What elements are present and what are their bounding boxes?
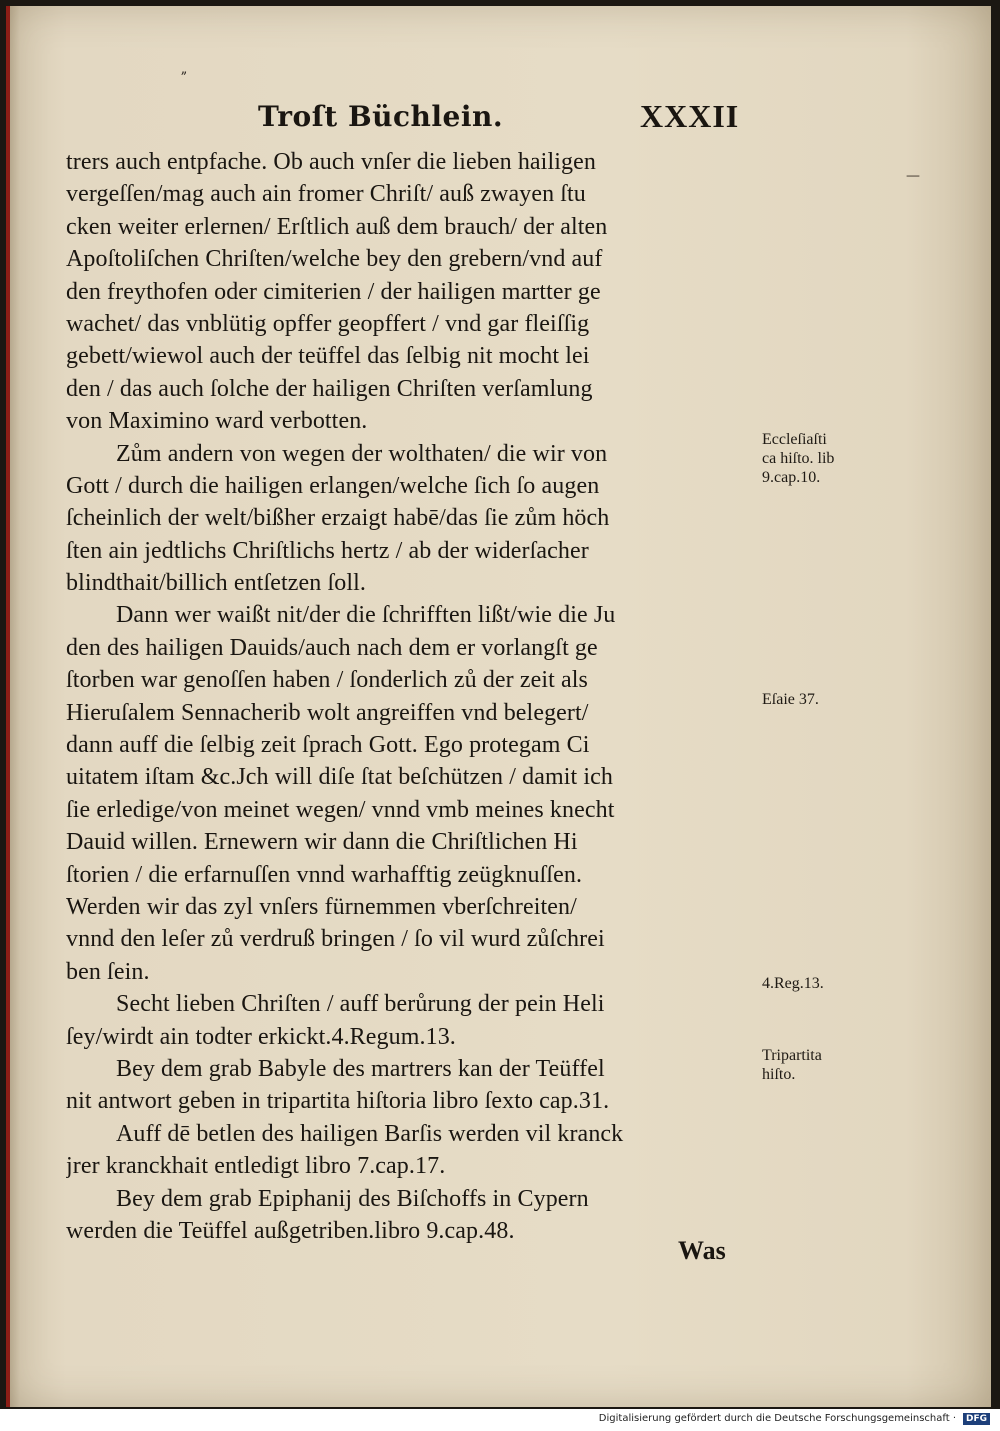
folio-number: XXXII (640, 98, 740, 134)
text-line: Zům andern von wegen der wolthaten/ die wir von (116, 440, 608, 467)
text-line: Bey dem grab Epiphanij des Biſchoffs in Cypern (116, 1185, 589, 1212)
page-edge (6, 6, 10, 1407)
text-line: den freythofen oder cimiterien / der hailigen martter ge (66, 278, 601, 305)
text-line: vnnd den leſer zů verdruß bringen / ſo vil wurd zůſchrei (66, 926, 605, 953)
dfg-logo: DFG (963, 1413, 990, 1425)
text-line: ſtorben war genoſſen haben / ſonderlich zů der zeit als (66, 667, 588, 694)
margin-note-tripartita: Tripartita hiſto. (762, 1047, 822, 1083)
text-line: cken weiter erlernen/ Erſtlich auß dem brauch/ der alten (66, 213, 608, 240)
text-line: Apoſtoliſchen Chriſten/welche bey den grebern/vnd auf (66, 246, 603, 273)
text-line: Werden wir das zyl vnſers fürnemmen vberſchreiten/ (66, 893, 577, 920)
text-line: dann auff die ſelbig zeit ſprach Gott. Ego protegam Ci (66, 732, 590, 759)
footer-bar (0, 1409, 1000, 1431)
text-line: nit antwort geben in tripartita hiſtoria libro ſexto cap.31. (66, 1088, 610, 1115)
running-title: Troſt Büchlein. (258, 100, 504, 133)
text-line: Dauid willen. Ernewern wir dann die Chriſtlichen Hi (66, 829, 578, 856)
text-line: Dann wer waißt nit/der die ſchrifften lißt/wie die Ju (116, 602, 616, 629)
text-line: von Maximino ward verbotten. (66, 408, 368, 435)
funding-credit: Digitalisierung gefördert durch die Deutsche Forschungsgemeinschaft · (598, 1413, 956, 1424)
margin-note-regum: 4.Reg.13. (762, 975, 824, 992)
text-line: trers auch entpfache. Ob auch vnſer die lieben hailigen (66, 149, 596, 175)
text-line: jrer kranckhait entledigt libro 7.cap.17. (66, 1153, 446, 1180)
text-line: Auff dē betlen des hailigen Barſis werden vil kranck (116, 1120, 624, 1147)
body-text (66, 146, 756, 1247)
text-line: ſten ain jedtlichs Chriſtlichs hertz / ab der widerſacher (66, 537, 589, 564)
text-line: Hieruſalem Sennacherib wolt angreiffen vnd belegert/ (66, 699, 589, 726)
text-line: vergeſſen/mag auch ain fromer Chriſt/ auß zwayen ſtu (66, 181, 586, 208)
text-line: den / das auch ſolche der hailigen Chriſten verſamlung (66, 375, 593, 402)
margin-note-ecclesiastica: Eccleſiaſti ca hiſto. lib 9.cap.10. (762, 431, 835, 486)
margin-note-esaie: Eſaie 37. (762, 691, 819, 708)
text-line: ſie erledige/von meinet wegen/ vnnd vmb meines knecht (66, 796, 615, 823)
text-line: wachet/ das vnblütig opffer geopffert / vnd gar fleiſſig (66, 310, 590, 337)
text-line: ſey/wirdt ain todter erkickt.4.Regum.13. (66, 1023, 456, 1050)
text-line: Secht lieben Chriſten / auff berůrung der pein Heli (116, 991, 605, 1018)
printer-mark: ˮ (180, 70, 187, 86)
text-line: gebett/wiewol auch der teüffel das ſelbig nit mocht lei (66, 343, 590, 370)
edge-mark: — (906, 168, 920, 184)
text-line: ſcheinlich der welt/bißher erzaigt habē/das ſie zům höch (66, 505, 610, 532)
text-line: werden die Teüffel außgetriben.libro 9.cap.48. (66, 1217, 515, 1244)
text-line: Bey dem grab Babyle des martrers kan der Teüffel (116, 1055, 605, 1082)
text-line: ben ſein. (66, 958, 150, 985)
text-line: ſtorien / die erfarnuſſen vnnd warhafftig zeügknuſſen. (66, 861, 583, 888)
text-line: uitatem iſtam &c.Jch will diſe ſtat beſchützen / damit ich (66, 764, 613, 791)
text-line: den des hailigen Dauids/auch nach dem er vorlangſt ge (66, 634, 598, 661)
text-line: blindthait/billich entſetzen ſoll. (66, 570, 367, 597)
text-line: Gott / durch die hailigen erlangen/welche ſich ſo augen (66, 472, 600, 499)
catchword: Was (678, 1236, 726, 1265)
